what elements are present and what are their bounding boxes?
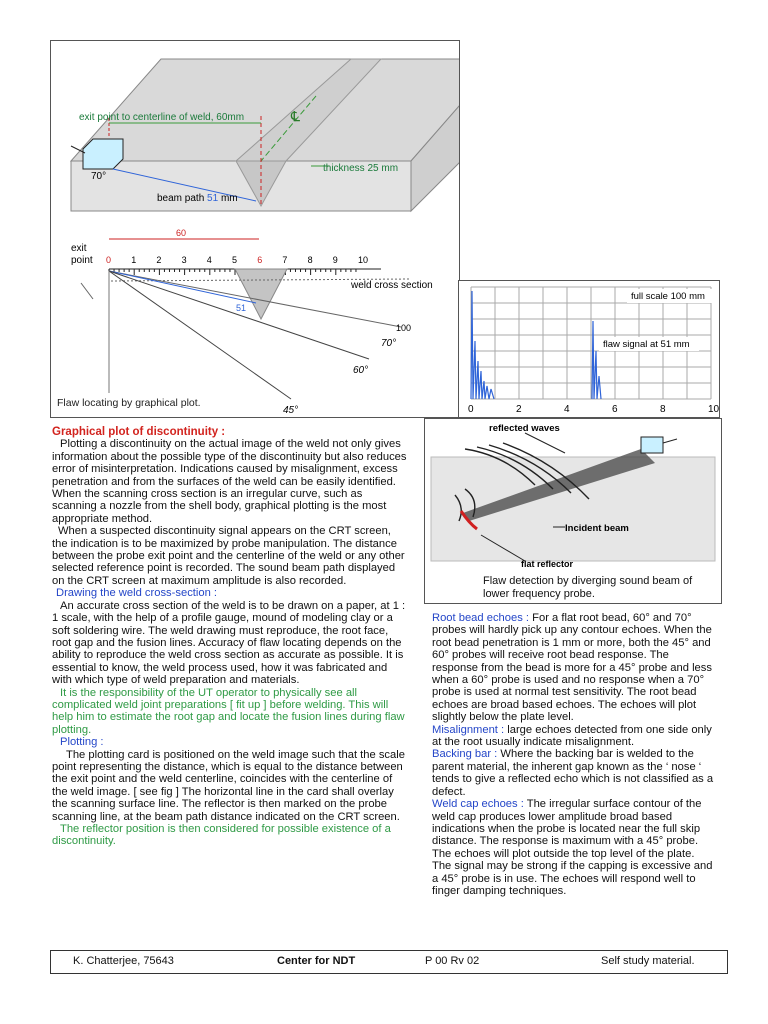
heading-graphical-plot: Graphical plot of discontinuity : [52, 426, 226, 438]
paragraph-3: An accurate cross section of the weld is to be drawn on a paper, at 1 : 1 scale, with the help of a profile gauge, mound of modeling clay or a soft soldering wire. The weld drawing must reproduce, the root face, root gap and the fusion lines. Accuracy of flaw locating depends on the ability to reproduce the weld cross section as accurate as possible. It is essential to know, the weld process used, how it was fabricated and with which type of weld preparation and materials. [52, 599, 406, 687]
thickness-label: thickness 25 mm [323, 163, 399, 174]
crt-x-tick: 8 [660, 404, 666, 415]
scale-tick-label: 7 [282, 255, 288, 265]
beam-caption-line1: Flaw detection by diverging sound beam of [483, 575, 693, 587]
flaw-signal [592, 321, 601, 399]
weld-cross-section-label: weld cross section [351, 280, 433, 291]
misalignment [432, 724, 716, 749]
flaw-signal-label: flaw signal at 51 mm [603, 339, 690, 350]
footer-center: Center for NDT [277, 955, 356, 967]
figure-caption: Flaw locating by graphical plot. [57, 397, 201, 409]
weld-cap-heading: Weld cap echoes : [432, 798, 524, 811]
graphical-plot-figure [50, 40, 460, 418]
ruler-100-label: 100 [396, 323, 412, 333]
misalignment-text: large echoes detected from one side only at the root usually indicate misalignment. [432, 723, 712, 749]
exit-distance-label: exit point to centerline of weld, 60mm [79, 112, 245, 123]
scale-tick-label: 6 [257, 255, 263, 265]
scale-tick-label: 5 [232, 255, 238, 265]
paragraph-4: It is the responsibility of the UT operator to physically see all complicated weld joint preparations [ fit up ] before welding. This will help him to estimate the root gap and locate the fusion lines during flaw plotting. [52, 686, 405, 736]
root-bead-text: For a flat root bead, 60° and 70° probes will hardly pick up any contour echoes. When the root bead penetration is 1 mm or more, both the 45° and 60° probes will receive root bead response. The response from the bead is more for a 45° probe and less when a 60° probe is used and no response when a 70° probe is used at normal test sensitivity. The root bead echoes are broad based echoes. The echoes will plot slightly below the plate level. [432, 612, 712, 724]
exit-label-1: exit [71, 243, 87, 254]
paragraph-6: The reflector position is then considered for possible existence of a discontinuity. [52, 823, 391, 848]
angle-70-label: 70° [381, 338, 397, 349]
probe-angle-label: 70° [91, 171, 107, 182]
weld-plate-diagram [51, 41, 459, 417]
scale-tick-label: 1 [131, 255, 137, 265]
backing-bar [432, 748, 716, 798]
beam-probe [641, 437, 663, 453]
scale-tick-label: 0 [106, 255, 112, 265]
footer-material: Self study material. [601, 955, 695, 967]
scale-tick-label: 2 [156, 255, 162, 265]
scale-tick-label: 3 [181, 255, 187, 265]
beam-caption-line2: lower frequency probe. [483, 588, 595, 600]
angle-60-label: 60° [353, 365, 369, 376]
beam-path-label: beam path 51 mm [157, 193, 238, 204]
crt-x-tick: 0 [468, 404, 474, 415]
scale-tick-label: 8 [307, 255, 313, 265]
beam-diagram-figure [424, 418, 722, 604]
backing-bar-heading: Backing bar : [432, 748, 498, 761]
weld-cap-echoes [432, 798, 716, 897]
angle-45-label: 45° [283, 405, 299, 416]
full-scale-label: full scale 100 mm [631, 291, 705, 302]
card-edge [81, 283, 93, 299]
scale-tick-label: 9 [332, 255, 338, 265]
footer-author: K. Chatterjee, 75643 [73, 955, 174, 967]
angle-60-line [109, 271, 369, 359]
root-bead-echoes [432, 612, 716, 724]
right-column [432, 612, 716, 897]
crt-display [458, 280, 720, 418]
weld-cap-text: The irregular surface contour of the weld cap produces lower amplitude broad based indications when the probe is located near the full skip distance. The response is maximum with a 45° probe. The echoes will plot outside the top level of the plate. The signal may be strong if the capping is excessive and a 45° probe is in use. The echoes will respond well to finger damping techniques. [432, 798, 713, 897]
paragraph-5: The plotting card is positioned on the weld image such that the scale point representing the distance, which is equal to the distance between the exit point and the weld centerline, coincides with the centerline of the weld image. [ see fig ] The horizontal line in the card shall overlay the scanning surface line. The reflector is then marked on the probe scanning line, at the beam path distance indicated on the CRT screen. [52, 748, 405, 823]
centerline-symbol: ℄ [291, 108, 300, 124]
paragraph-1: Plotting a discontinuity on the actual image of the weld not only gives information about the possible type of the discontinuity but also reduces error of misinterpretation. Indications caused by misalignment, excess penetration and from the surfaces of the weld can be easily identified. When the scanning cross section is an irregular curve, such as scanning a nozzle from the shell body, graphical plotting is the most appropriate method. [52, 438, 407, 525]
probe-block [83, 139, 123, 169]
crt-x-ticks [468, 404, 719, 415]
heading-plotting: Plotting : [60, 736, 104, 749]
heading-drawing: Drawing the weld cross-section : [56, 587, 218, 600]
crt-x-tick: 6 [612, 404, 618, 415]
page-footer [50, 950, 728, 974]
beam-51-label: 51 [236, 303, 247, 313]
crt-chart [459, 281, 719, 417]
beam-caption [483, 575, 692, 601]
crt-x-tick: 10 [708, 404, 719, 415]
left-column [52, 426, 408, 848]
flat-reflector-label: flat reflector [521, 559, 574, 569]
footer-page: P 00 Rv 02 [425, 955, 480, 967]
crt-x-tick: 4 [564, 404, 570, 415]
distance-60-label: 60 [176, 228, 187, 238]
misalignment-heading: Misalignment : [432, 723, 505, 736]
exit-label-2: point [71, 255, 93, 266]
reflected-waves-label: reflected waves [489, 423, 560, 434]
beam-diagram [425, 419, 721, 569]
root-bead-heading: Root bead echoes : [432, 612, 530, 624]
scale-tick-label: 10 [358, 255, 369, 265]
crt-x-tick: 2 [516, 404, 522, 415]
paragraph-2: When a suspected discontinuity signal appears on the CRT screen, the indication is to be maximized by probe manipulation. The distance between the probe exit point and the centerline of the weld or any other selected reference point is recorded. The sound beam path displayed on the CRT screen at maximum amplitude is also recorded. [52, 525, 405, 587]
scale-tick-label: 4 [206, 255, 212, 265]
backing-bar-text: Where the backing bar is welded to the parent material, the inherent gap known as the ‘ nose ‘ tends to give a reflected echo which is not classified as a defect. [432, 748, 714, 798]
incident-beam-label: Incident beam [565, 523, 629, 534]
